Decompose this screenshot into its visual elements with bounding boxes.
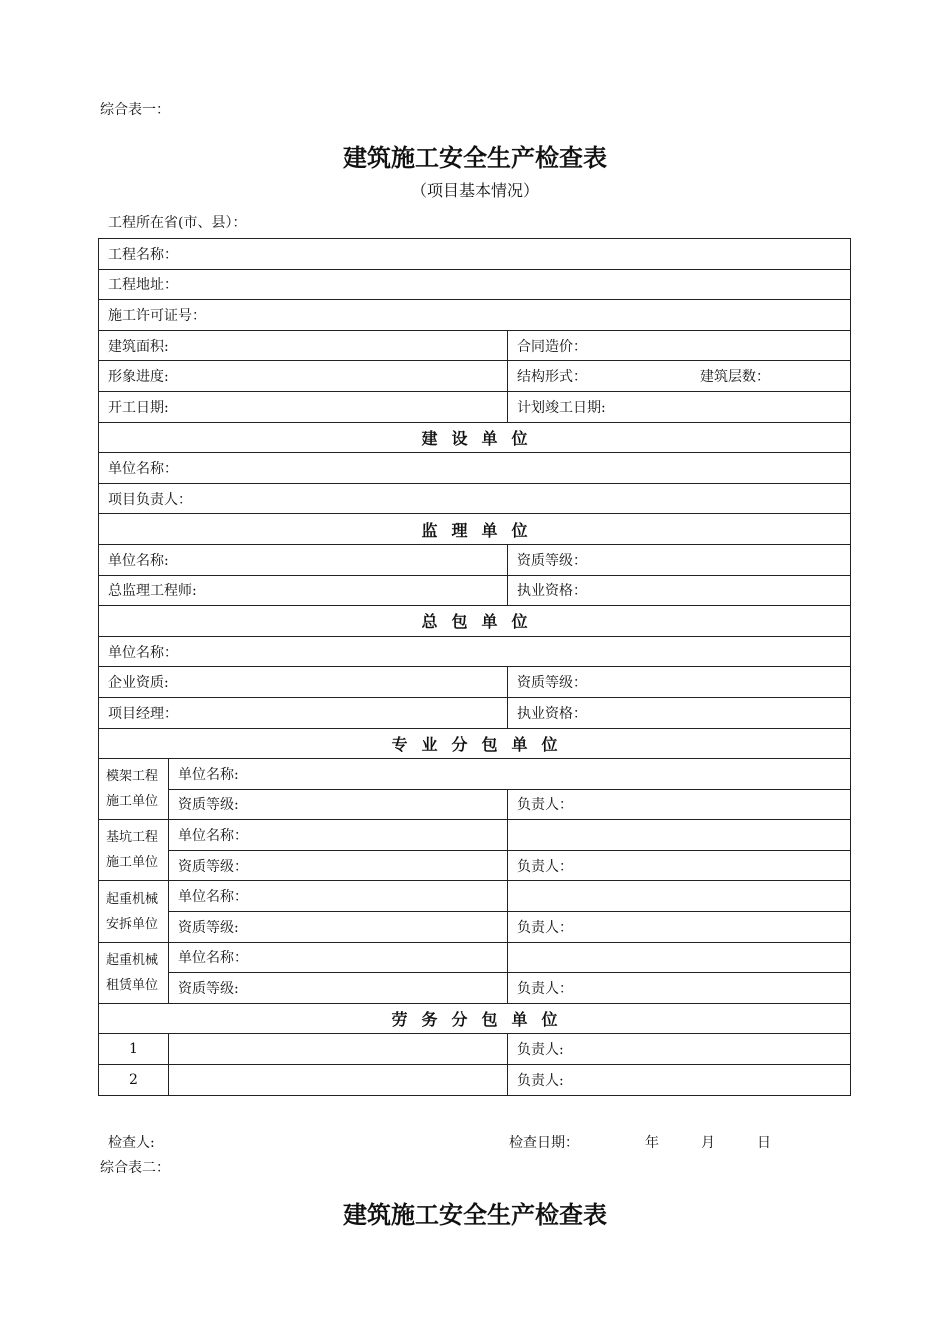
page-title: 建筑施工安全生产检查表 — [343, 143, 607, 172]
table-label-1: 综合表一： — [100, 102, 170, 118]
blank-cell[interactable] — [508, 881, 851, 912]
enterprise-qual-field[interactable]: 企业资质: — [99, 667, 508, 698]
group-label-line1: 模架工程 — [106, 769, 159, 785]
subcontract-qualification-field[interactable]: 资质等级: — [169, 973, 508, 1004]
subcontract-group-label — [99, 942, 169, 1003]
construction-project-leader-field[interactable]: 项目负责人： — [99, 483, 851, 514]
chief-supervisor-field[interactable]: 总监理工程师: — [99, 575, 508, 606]
subcontract-group-label — [99, 881, 169, 942]
start-date-field[interactable]: 开工日期: — [99, 391, 508, 422]
labor-leader-field[interactable]: 负责人: — [508, 1065, 851, 1096]
project-name-field[interactable]: 工程名称： — [99, 239, 851, 270]
subcontract-unit-name-field[interactable]: 单位名称: — [169, 759, 851, 790]
month-label: 月 — [701, 1135, 715, 1151]
supervision-unit-name-field[interactable]: 单位名称: — [99, 544, 508, 575]
blank-cell[interactable] — [508, 942, 851, 973]
construction-unit-heading: 建设单位 — [99, 422, 851, 453]
group-label-line1: 起重机械 — [106, 891, 159, 907]
project-address-field[interactable]: 工程地址： — [99, 269, 851, 300]
supervision-practice-qual-field[interactable]: 执业资格： — [508, 575, 851, 606]
project-info-table — [98, 238, 851, 1096]
building-area-field[interactable]: 建筑面积: — [99, 330, 508, 361]
subcontract-qualification-field[interactable]: 资质等级: — [169, 912, 508, 943]
contractor-practice-qual-field[interactable]: 执业资格： — [508, 697, 851, 728]
inspector-label: 检查人: — [108, 1135, 155, 1151]
group-label-line2: 施工单位 — [106, 855, 159, 871]
contractor-unit-name-field[interactable]: 单位名称： — [99, 636, 851, 667]
contract-cost-field[interactable]: 合同造价： — [508, 330, 851, 361]
subcontract-leader-field[interactable]: 负责人： — [508, 789, 851, 820]
structure-floors-cell[interactable] — [508, 361, 851, 392]
contractor-qualification-field[interactable]: 资质等级： — [508, 667, 851, 698]
group-label-line2: 施工单位 — [106, 794, 159, 810]
supervision-qualification-field[interactable]: 资质等级： — [508, 544, 851, 575]
construction-unit-name-field[interactable]: 单位名称： — [99, 453, 851, 484]
year-label: 年 — [645, 1135, 659, 1151]
project-manager-field[interactable]: 项目经理： — [99, 697, 508, 728]
labor-row-number: 1 — [99, 1034, 169, 1065]
floors-field: 建筑层数： — [700, 369, 770, 386]
page-subtitle: （项目基本情况） — [410, 181, 539, 200]
labor-subcontract-heading: 劳务分包单位 — [99, 1003, 851, 1034]
subcontract-leader-field[interactable]: 负责人： — [508, 850, 851, 881]
subcontract-group-label — [99, 820, 169, 881]
subcontract-qualification-field[interactable]: 资质等级： — [169, 850, 508, 881]
subcontract-unit-name-field[interactable]: 单位名称： — [169, 820, 508, 851]
province-label: 工程所在省(市、县）： — [108, 215, 247, 231]
permit-number-field[interactable]: 施工许可证号： — [99, 300, 851, 331]
labor-unit-field[interactable] — [169, 1065, 508, 1096]
general-contractor-heading: 总包单位 — [99, 606, 851, 637]
progress-field[interactable]: 形象进度: — [99, 361, 508, 392]
subcontract-unit-name-field[interactable]: 单位名称： — [169, 942, 508, 973]
supervision-unit-heading: 监理单位 — [99, 514, 851, 545]
group-label-line2: 租赁单位 — [106, 977, 159, 993]
subcontract-unit-name-field[interactable]: 单位名称： — [169, 881, 508, 912]
structure-field: 结构形式： — [517, 369, 587, 386]
day-label: 日 — [757, 1135, 771, 1151]
group-label-line1: 起重机械 — [106, 952, 159, 968]
labor-unit-field[interactable] — [169, 1034, 508, 1065]
subcontract-group-label — [99, 759, 169, 820]
page-title-2: 建筑施工安全生产检查表 — [343, 1200, 607, 1229]
group-label-line1: 基坑工程 — [106, 830, 159, 846]
specialty-subcontract-heading: 专业分包单位 — [99, 728, 851, 759]
inspect-date-label: 检查日期： — [509, 1135, 579, 1151]
subcontract-leader-field[interactable]: 负责人： — [508, 973, 851, 1004]
blank-cell[interactable] — [508, 820, 851, 851]
subcontract-qualification-field[interactable]: 资质等级: — [169, 789, 508, 820]
planned-completion-field[interactable]: 计划竣工日期: — [508, 391, 851, 422]
labor-leader-field[interactable]: 负责人: — [508, 1034, 851, 1065]
labor-row-number: 2 — [99, 1065, 169, 1096]
group-label-line2: 安拆单位 — [106, 916, 159, 932]
subcontract-leader-field[interactable]: 负责人： — [508, 912, 851, 943]
table-label-2: 综合表二： — [100, 1160, 170, 1176]
